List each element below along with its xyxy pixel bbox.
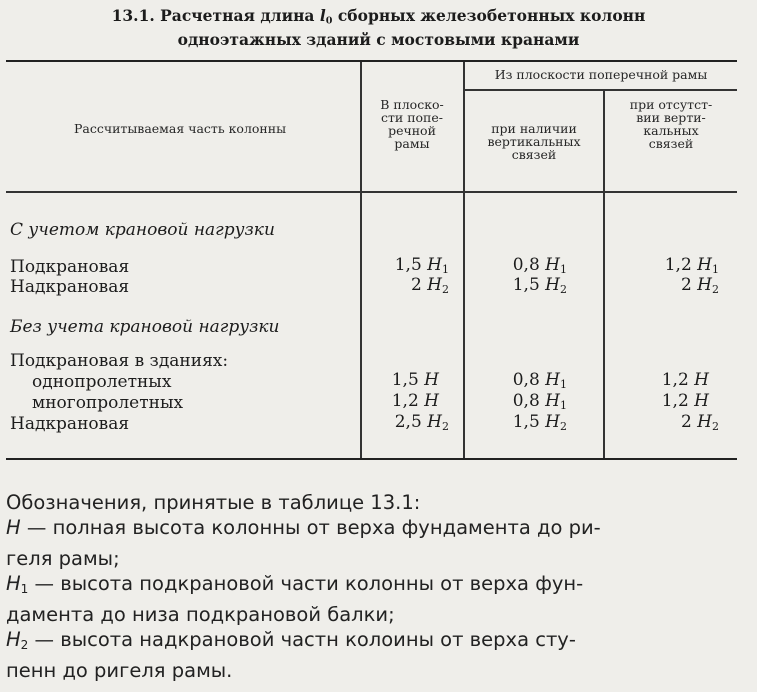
- cell-in-plane: 2 $H_2$: [410, 275, 449, 296]
- note-h-text-1: — полная высота колонны от верха фундамента до ри-: [20, 516, 601, 539]
- title-prefix: 13.1. Расчетная длина: [111, 6, 320, 25]
- title-line-2: одноэтажных зданий с мостовыми кранами: [177, 30, 580, 50]
- title-var: l: [319, 6, 326, 25]
- cell-without-bracing: 2 $H_2$: [680, 275, 719, 296]
- cell-without-bracing: 1,2 $H_1$: [664, 255, 719, 276]
- header-with-bracing: при наличии вертикальных связей: [487, 121, 581, 162]
- note-h2-var: H: [6, 628, 21, 652]
- header-in-plane: В плоско- сти попе- речной рамы: [380, 97, 444, 151]
- table-top-rule: [6, 60, 737, 62]
- note-h-var: H: [6, 516, 21, 539]
- section-with-crane: С учетом крановой нагрузки: [10, 220, 275, 240]
- row-label: Надкрановая: [10, 277, 130, 297]
- cell-in-plane: 1,2 H: [391, 391, 439, 411]
- row-group-label: Подкрановая в зданиях:: [10, 351, 229, 371]
- cell-with-bracing: 0,8 $H_1$: [512, 255, 567, 276]
- header-bottom-rule: [6, 191, 737, 193]
- note-h-text-2: геля рамы;: [6, 547, 120, 571]
- note-h2: [6, 627, 741, 683]
- row-label: Надкрановая: [10, 414, 130, 434]
- note-h1-text-2: дамента до низа подкрановой балки;: [6, 603, 395, 627]
- table-title: [0, 6, 757, 49]
- cell-with-bracing: 0,8 $H_1$: [512, 391, 567, 412]
- cell-in-plane: 1,5 H: [391, 370, 439, 390]
- cell-without-bracing: 1,2 H: [661, 370, 709, 390]
- cell-with-bracing: 1,5 $H_2$: [512, 275, 567, 296]
- row-label: Подкрановая: [10, 257, 130, 277]
- header-without-bracing: при отсутст- вии верти- кальных связей: [629, 97, 713, 151]
- cell-with-bracing: 1,5 $H_2$: [512, 412, 567, 433]
- legend-notes: [6, 490, 741, 683]
- note-h1: [6, 571, 741, 627]
- cell-in-plane: 2,5 $H_2$: [394, 412, 449, 433]
- cell-without-bracing: 2 $H_2$: [680, 412, 719, 433]
- title-suffix: сборных железобетонных колонн: [332, 6, 646, 25]
- table-bottom-rule: [6, 458, 737, 460]
- title-var-sub: 0: [325, 15, 333, 27]
- title-line-1: [0, 6, 757, 30]
- note-h1-text-1: — высота подкрановой части колонны от верха фун-: [28, 572, 584, 596]
- note-h2-sub: 2: [20, 638, 29, 653]
- row-label: многопролетных: [32, 393, 184, 413]
- note-h2-text-2: пенн до ригеля рамы.: [6, 659, 233, 683]
- row-label: однопролетных: [32, 372, 172, 392]
- cell-in-plane: 1,5 $H_1$: [394, 255, 449, 276]
- note-h2-text-1: — высота надкрановой частн колоины от верха сту-: [28, 628, 576, 652]
- section-without-crane: Без учета крановой нагрузки: [10, 317, 280, 337]
- header-part: Рассчитываемая часть колонны: [73, 121, 287, 136]
- cell-with-bracing: 0,8 $H_1$: [512, 370, 567, 391]
- notes-intro: Обозначения, принятые в таблице 13.1:: [6, 491, 421, 514]
- subheader-rule: [463, 89, 737, 91]
- note-h: [6, 515, 741, 571]
- note-h1-var: H: [6, 572, 21, 596]
- note-h1-sub: 1: [20, 582, 29, 597]
- header-out-of-plane: Из плоскости поперечной рамы: [494, 67, 708, 82]
- cell-without-bracing: 1,2 H: [661, 391, 709, 411]
